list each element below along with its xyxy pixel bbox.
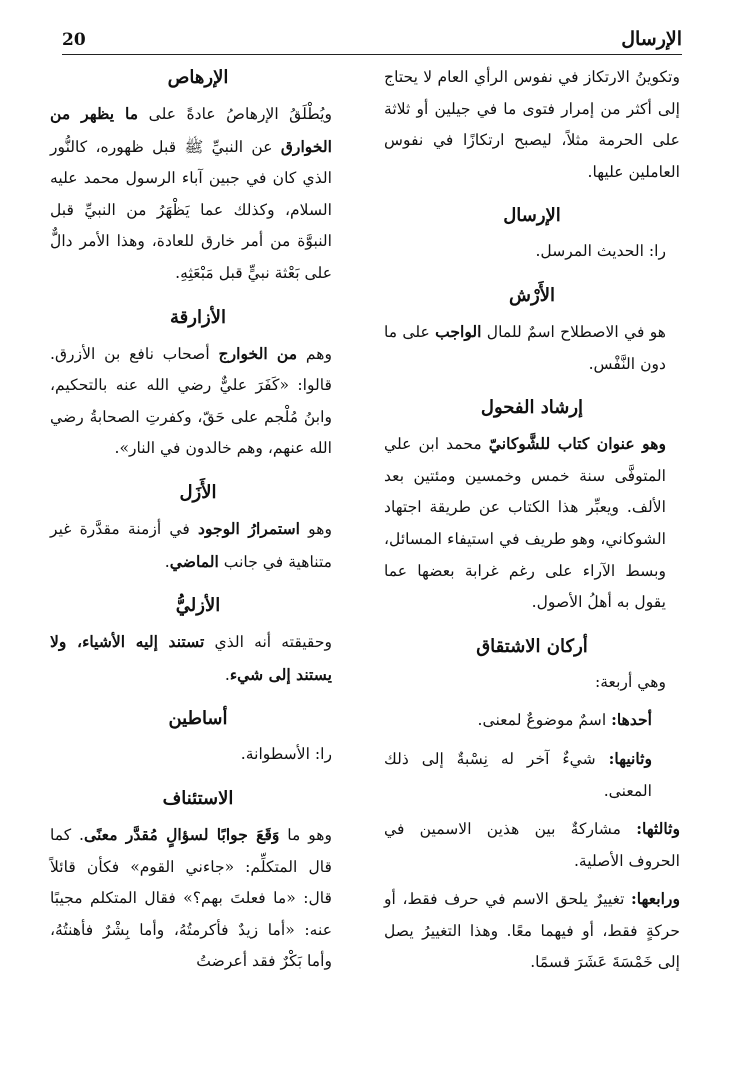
entry-text-irhas (50, 98, 346, 290)
text-span: في أزمنة مقدَّرة غير متناهية في جانب (50, 519, 332, 571)
entry-title-arsh: الأَرْش (509, 284, 555, 306)
item-label: وثالثها: (636, 819, 680, 839)
text-span: أصحاب نافع بن الأزرق. قالوا: «كَفَرَ عليٌّ رضي الله عنه بالتحكيم، وابنُ مُلْجم على حَقّ، وكفرتِ الصحابةُ رضي الله عنهم، وهم خالدون في النار». (50, 344, 332, 458)
entry-title-irshad: إرشاد الفحول (480, 397, 584, 419)
page-number: 20 (62, 30, 86, 50)
bold-term: وَقَعَ جوابًا لسؤالٍ مُقدَّر معنًى (83, 824, 280, 844)
bold-term: من الخوارج (218, 343, 298, 363)
entry-title-azali: الأزليُّ (175, 595, 221, 617)
text-span: ويُطْلَقُ الإرهاصُ عادةً على (138, 105, 333, 123)
text-span: وهم (297, 344, 332, 363)
list-item (384, 743, 680, 807)
bold-term: وهو عنوان كتاب للشَّوكانيّ (488, 434, 666, 454)
entry-title-irsal: الإرسال (503, 205, 561, 227)
item-text: شيءٌ آخر له نِسْبةٌ إلى ذلك المعنى. (384, 749, 652, 800)
text-span: هو في الاصطلاح اسمٌ للمال (481, 322, 666, 341)
bold-term: تستند إليه الأشياء، ولا يستند إلى شيء (50, 632, 332, 684)
item-label: وثانيها: (608, 748, 652, 768)
entry-text-azariqa (50, 338, 346, 465)
bold-term: استمرارُ الوجود (198, 518, 301, 538)
entry-text-arkan-intro: وهي أربعة: (594, 672, 666, 691)
bold-term: ما يظهر من الخوارق (50, 104, 332, 156)
intro-paragraph: وتكوينُ الارتكاز في نفوس الرأي العام لا يحتاج إلى أكثر من إمرار فتوى ما في جيلين أو ثلاثة على الحرمة مثلاً، ليصبح ارتكازًا في نفوس العاملين عليها. (384, 68, 680, 181)
text-span: . كما قال المتكلِّم: «جاءني القوم» فكأن قائلاً قال: «ما فعلتَ بهم؟» فقال المتكلم مجيبًا عنه: «أما زيدٌ فأكرمتُهُ، وأما بِشْرٌ فأهنتُهُ، وأما بَكْرٌ فقد أعرضتُ (50, 825, 332, 971)
item-text: اسمٌ موضوعٌ لمعنى. (477, 711, 612, 730)
page-header (62, 14, 682, 55)
right-column (384, 62, 680, 985)
entry-title-irhas: الإرهاص (167, 67, 229, 88)
bold-term: الماضي (169, 551, 219, 571)
list-item (384, 813, 680, 877)
text-span: . (224, 665, 230, 684)
list-item (384, 704, 680, 737)
entry-text-azali (50, 626, 346, 691)
entry-text-asatin: را: الأسطوانة. (240, 745, 332, 764)
item-label: ورابعها: (631, 889, 680, 909)
entry-title-azariqa: الأزارقة (170, 306, 226, 328)
entry-text-irsal: را: الحديث المرسل. (535, 242, 666, 261)
entry-title-azal: الأَزَل (179, 481, 217, 503)
entry-text-irshad (384, 428, 680, 619)
item-text: مشاركةٌ بين هذين الاسمين في الحروف الأصلية. (384, 820, 680, 870)
entry-text-istinaf (50, 819, 346, 978)
entry-title-asatin: أساطين (168, 708, 228, 730)
left-column (50, 62, 346, 984)
running-head: الإرسال (621, 28, 682, 50)
text-span: على ما دون النَّفْس. (384, 322, 666, 373)
entry-title-arkan: أركان الاشتقاق (476, 635, 588, 657)
entry-text-azal (50, 513, 346, 578)
entry-text-arsh (384, 316, 680, 380)
item-label: أحدها: (611, 710, 652, 730)
item-text: تغييرٌ يلحق الاسم في حرف فقط، أو حركةٍ فقط، أو فيهما معًا. وهذا التغييرُ يصل إلى خَمْسَةَ عَشَرَ قسمًا. (384, 890, 680, 972)
list-item (384, 883, 680, 979)
entry-title-istinaf: الاستئناف (162, 787, 234, 809)
text-span: محمد ابن علي المتوفَّى سنة خمس وخمسين ومئتين بعد الألف. ويعبِّر هذا الكتاب عن طريقة اجتهاد الشوكاني، وهو طريف في استيفاء المسائل، وبسط الآراء على رغم غرابة بعضها عما يقول به أهلُ الأصول. (384, 435, 666, 612)
text-span: وحقيقته أنه الذي (204, 633, 332, 652)
text-span: وهو (300, 519, 332, 538)
bold-term: الواجب (435, 321, 482, 341)
text-span: . (164, 552, 170, 571)
text-span: وهو ما (279, 825, 332, 844)
text-span: عن النبيِّ ﷺ قبل ظهوره، كالنُّور الذي كان في جبين آباء الرسول محمد عليه السلام، وكذلك عما يَظْهَرُ من النبيِّ قبل النبوَّة من أمر خارق للعادة، وهذا الأمر دالٌّ على بَعْثة نبيٍّ قبل مَبْعَثِهِ. (50, 137, 332, 282)
